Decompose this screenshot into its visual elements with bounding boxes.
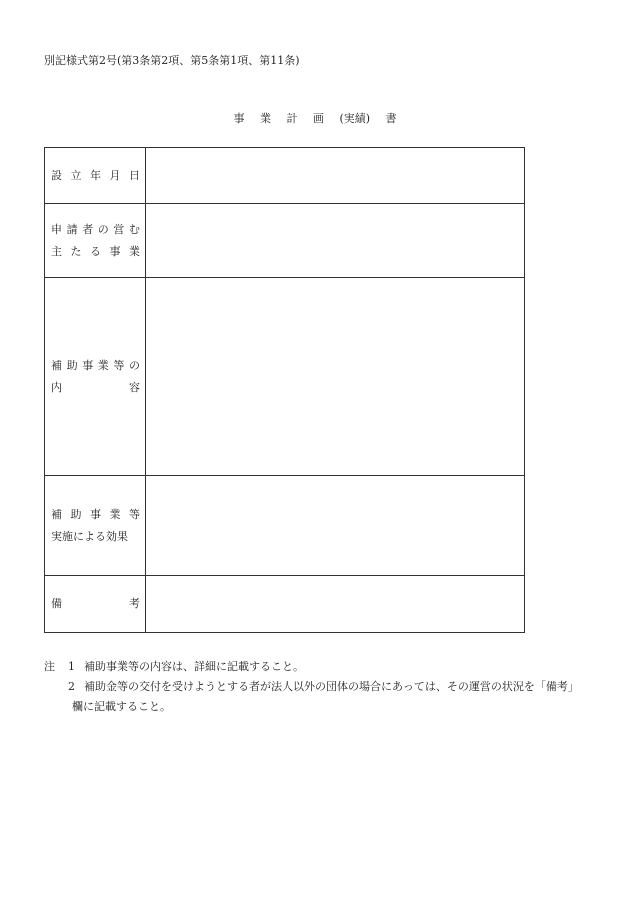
title-word: 書 [385, 112, 397, 125]
label-char: 助 [66, 358, 78, 372]
label-line [45, 593, 145, 615]
label-establishment-date [45, 148, 146, 204]
label-line [45, 355, 145, 377]
label-char: 補 [51, 507, 62, 521]
row-establishment-date [45, 148, 525, 204]
label-char: た [70, 244, 82, 258]
label-char: む [128, 222, 140, 236]
row-main-business [45, 204, 525, 278]
form-reference: 別記様式第2号(第3条第2項、第5条第1項、第11条) [44, 54, 300, 67]
label-char: 日 [129, 168, 140, 182]
label-char: 備 [51, 597, 62, 610]
label-line [45, 377, 145, 399]
label-char: 事 [109, 244, 121, 258]
note-number: 1 [68, 660, 75, 673]
label-char: 業 [109, 507, 121, 521]
value-remarks[interactable] [146, 576, 525, 633]
label-char: の [97, 222, 109, 236]
label-remarks [45, 576, 146, 633]
label-char: 補 [51, 358, 62, 372]
label-char: る [90, 244, 101, 258]
label-char: 事 [82, 358, 94, 372]
note-indent [44, 677, 68, 697]
notes-prefix: 注 [44, 660, 55, 673]
label-char: 内 [51, 380, 62, 394]
title-word: 事 [233, 112, 245, 125]
label-char: 月 [109, 168, 121, 182]
row-project-content [45, 278, 525, 476]
label-char: 申 [51, 222, 62, 236]
notes [44, 657, 604, 717]
label-char: 者 [82, 222, 94, 236]
label-char: 年 [90, 168, 101, 182]
label-char: 等 [129, 507, 140, 521]
note-number: 2 [68, 680, 75, 693]
label-line [45, 241, 145, 263]
label-char: 業 [97, 358, 109, 372]
business-plan-table [44, 147, 525, 633]
label-line [45, 526, 145, 548]
label-char: 事 [90, 507, 101, 521]
label-char: 主 [51, 244, 62, 258]
value-establishment-date[interactable] [146, 148, 525, 204]
row-remarks [45, 576, 525, 633]
label-char: 業 [129, 244, 140, 258]
label-char: 助 [70, 507, 82, 521]
document-title [0, 110, 630, 126]
label-char: 立 [70, 168, 82, 182]
label-char: 設 [51, 168, 62, 182]
label-line [45, 504, 145, 526]
label-char: の [128, 358, 140, 372]
label-line [45, 219, 145, 241]
label-char: 等 [113, 358, 125, 372]
label-char: 考 [129, 597, 140, 610]
value-project-effect[interactable] [146, 476, 525, 576]
title-word: 業 [259, 112, 271, 125]
label-project-effect [45, 476, 146, 576]
note-text: 補助金等の交付を受けようとする者が法人以外の団体の場合にあっては、その運営の状況を「備考」 [84, 680, 579, 693]
title-word: 画 [312, 112, 324, 125]
note-item [44, 677, 604, 697]
label-project-content [45, 278, 146, 476]
label-char: 容 [129, 380, 140, 394]
label-main-business [45, 204, 146, 278]
note-text-continuation: 欄に記載すること。 [72, 700, 171, 713]
label-char: 請 [66, 222, 78, 236]
title-word: 計 [286, 112, 298, 125]
value-main-business[interactable] [146, 204, 525, 278]
row-project-effect [45, 476, 525, 576]
label-phrase: 実施による効果 [51, 529, 128, 543]
note-item [44, 657, 604, 677]
title-word: (実績) [339, 112, 371, 125]
label-char: 営 [113, 222, 125, 236]
label-line [45, 165, 145, 187]
value-project-content[interactable] [146, 278, 525, 476]
note-text: 補助事業等の内容は、詳細に記載すること。 [84, 660, 304, 673]
